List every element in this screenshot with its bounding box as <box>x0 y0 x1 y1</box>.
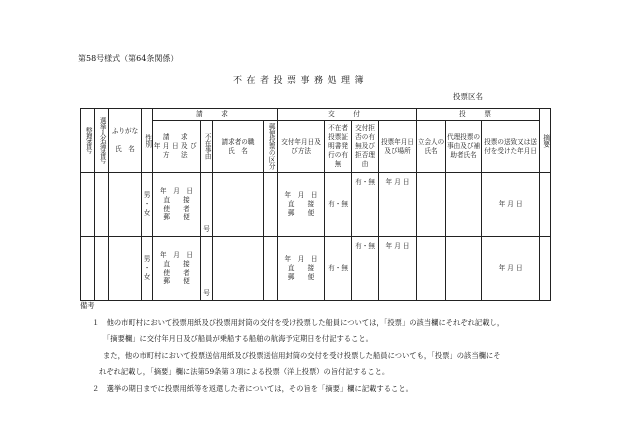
col-header-sex: 性別 <box>142 109 153 173</box>
col-header-request-date: 請 求 年月日及び 方 法 <box>153 121 201 173</box>
note-item-1-continued: 「摘要欄」に交付年月日及び船員が乗船する船舶の航海予定期日を付記すること。 <box>103 334 373 343</box>
note-item-1-additional: また，他の市町村において投票送信用紙及び投票送信用封筒の交付を受け投票した船員についても，「投票」の該当欄にそ <box>103 350 501 360</box>
col-header-furigana-name: ふりがな 氏 名 <box>109 109 142 173</box>
absent-reason-cell: 号 <box>201 237 213 301</box>
col-header-voter-no: 選挙人名簿番号 <box>95 109 109 173</box>
col-header-seq: 整理番号 <box>81 109 95 173</box>
refusal-cell: 有・無 <box>352 173 379 237</box>
vote-date-cell: 年 月 日 <box>379 173 417 237</box>
certificate-cell: 有・無 <box>325 237 352 301</box>
col-header-requester: 請求者の職 氏 名 <box>213 121 264 173</box>
note-item-2: ２ 選挙の期日までに投票用紙等を返還した者については，その旨を「摘要」欄に記載すること。 <box>92 383 413 393</box>
sent-date-cell: 年 月 日 <box>482 173 540 237</box>
absent-reason-cell: 号 <box>201 173 213 237</box>
notes-heading: 備考 <box>80 301 95 310</box>
document-title: 不在者投票事務処理簿 <box>233 76 369 86</box>
col-header-witness: 立会人の氏名 <box>417 121 446 173</box>
refusal-cell: 有・無 <box>352 237 379 301</box>
group-header-delivery: 交 付 <box>278 109 417 121</box>
request-method-cell: 年 月 日 直 接 使 者 郵 便 <box>153 237 201 301</box>
sent-date-cell: 年 月 日 <box>482 237 540 301</box>
certificate-cell: 有・無 <box>325 173 352 237</box>
sex-cell: 男 ・ 女 <box>142 173 153 237</box>
table-row <box>81 173 551 237</box>
group-header-vote: 投 票 <box>417 109 540 121</box>
delivery-method-cell: 年 月 日 直 接 郵 便 <box>278 237 325 301</box>
sex-cell: 男 ・ 女 <box>142 237 153 301</box>
notes <box>80 298 504 397</box>
form-number: 第58号様式（第64条関係） <box>78 54 179 63</box>
table-row <box>81 237 551 301</box>
note-item-1-additional-continued: れぞれ記載し，「摘要」欄に法第59条第３項による投票（洋上投票）の旨付記すること。 <box>99 367 390 376</box>
district-label: 投票区名 <box>453 92 483 101</box>
col-header-proxy: 代理投票の事由及び補助者氏名 <box>446 121 482 173</box>
col-header-certificate: 不在者投票証明書発行の有無 <box>325 121 352 173</box>
col-header-remarks: 摘要 <box>540 109 551 173</box>
col-header-absent-reason: 不在事由 <box>201 121 213 173</box>
delivery-method-cell: 年 月 日 直 接 郵 便 <box>278 173 325 237</box>
register-table <box>80 108 551 301</box>
vote-date-cell: 年 月 日 <box>379 237 417 301</box>
col-header-vote-date: 投票年月日及び場所 <box>379 121 417 173</box>
col-header-delivery-date: 交付年月日及び方法 <box>278 121 325 173</box>
group-header-request: 請 求 <box>153 109 278 121</box>
col-header-refusal: 交付拒否の有無及び拒否理由 <box>352 121 379 173</box>
col-header-sent-date: 投票の送致又は送付を受けた年月日 <box>482 121 540 173</box>
note-item-1: １ 他の市町村において投票用紙及び投票用封筒の交付を受け投票した船員については，「投票」の該当欄にそれぞれ記載し， <box>92 317 505 327</box>
request-method-cell: 年 月 日 直 接 使 者 郵 便 <box>153 173 201 237</box>
col-header-postal-category: 郵便投票の区分 <box>264 121 278 173</box>
